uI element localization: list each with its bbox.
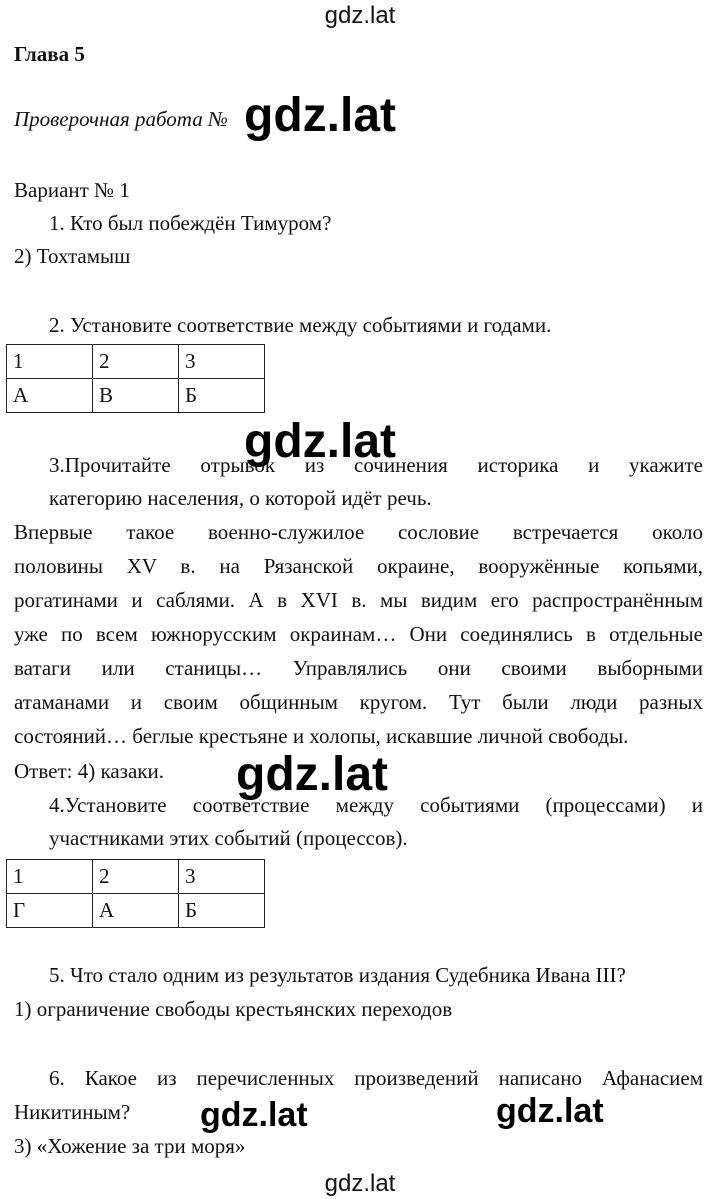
table-cell: 2 bbox=[93, 860, 179, 894]
table-row bbox=[7, 894, 265, 928]
watermark-overlay-2: gdz.lat bbox=[244, 415, 396, 468]
table-cell: А bbox=[7, 379, 93, 413]
table-cell: 1 bbox=[7, 860, 93, 894]
watermark-overlay-5: gdz.lat bbox=[496, 1092, 604, 1130]
test-title: Проверочная работа № bbox=[14, 107, 228, 131]
question-3-line-2: категорию населения, о которой идёт речь. bbox=[49, 486, 432, 510]
question-6-line-1: 6. Какое из перечисленных произведений написано Афанасием bbox=[49, 1066, 703, 1090]
passage-line: рогатинами и саблями. А в XVI в. мы видим его распространённым bbox=[14, 588, 703, 612]
watermark-overlay-4: gdz.lat bbox=[200, 1096, 308, 1134]
answer-5: 1) ограничение свободы крестьянских переходов bbox=[14, 997, 453, 1021]
passage-line: атаманами и своим общинным кругом. Тут были люди разных bbox=[14, 690, 703, 714]
question-1: 1. Кто был побеждён Тимуром? bbox=[49, 211, 332, 235]
table-cell: 3 bbox=[179, 345, 265, 379]
question-2: 2. Установите соответствие между событиями и годами. bbox=[49, 313, 552, 337]
answer-table-4 bbox=[6, 859, 265, 928]
question-4-line-1: 4.Установите соответствие между событиями (процессами) и bbox=[49, 793, 703, 817]
table-cell: А bbox=[93, 894, 179, 928]
table-cell: 2 bbox=[93, 345, 179, 379]
table-row bbox=[7, 860, 265, 894]
table-cell: Г bbox=[7, 894, 93, 928]
chapter-title: Глава 5 bbox=[14, 42, 85, 66]
watermark-header: gdz.lat bbox=[324, 2, 396, 29]
table-row bbox=[7, 345, 265, 379]
answer-3: Ответ: 4) казаки. bbox=[14, 759, 164, 783]
table-cell: 1 bbox=[7, 345, 93, 379]
watermark-overlay-3: gdz.lat bbox=[236, 748, 388, 801]
answer-6: 3) «Хожение за три моря» bbox=[14, 1134, 246, 1158]
table-cell: Б bbox=[179, 379, 265, 413]
question-6-line-2: Никитиным? bbox=[14, 1100, 131, 1124]
question-3-line-1: 3.Прочитайте отрывок из сочинения историка и укажите bbox=[49, 453, 703, 477]
answer-table-2 bbox=[6, 344, 265, 413]
table-cell: 3 bbox=[179, 860, 265, 894]
variant-label: Вариант № 1 bbox=[14, 178, 130, 202]
passage-line: состояний… беглые крестьяне и холопы, искавшие личной свободы. bbox=[14, 724, 629, 748]
table-cell: Б bbox=[179, 894, 265, 928]
watermark-overlay-1: gdz.lat bbox=[244, 89, 396, 142]
table-cell: В bbox=[93, 379, 179, 413]
table-row bbox=[7, 379, 265, 413]
question-4-line-2: участниками этих событий (процессов). bbox=[49, 826, 408, 850]
passage-line: уже по всем южнорусским окраинам… Они соединялись в отдельные bbox=[14, 622, 703, 646]
passage-line: Впервые такое военно-служилое сословие встречается около bbox=[14, 520, 703, 544]
passage-line: ватаги или станицы… Управлялись они своими выборными bbox=[14, 656, 703, 680]
watermark-footer: gdz.lat bbox=[324, 1170, 396, 1197]
question-5: 5. Что стало одним из результатов издания Судебника Ивана III? bbox=[49, 963, 626, 987]
passage-line: половины XV в. на Рязанской окраине, вооружённые копьями, bbox=[14, 554, 703, 578]
answer-1: 2) Тохтамыш bbox=[14, 244, 131, 268]
